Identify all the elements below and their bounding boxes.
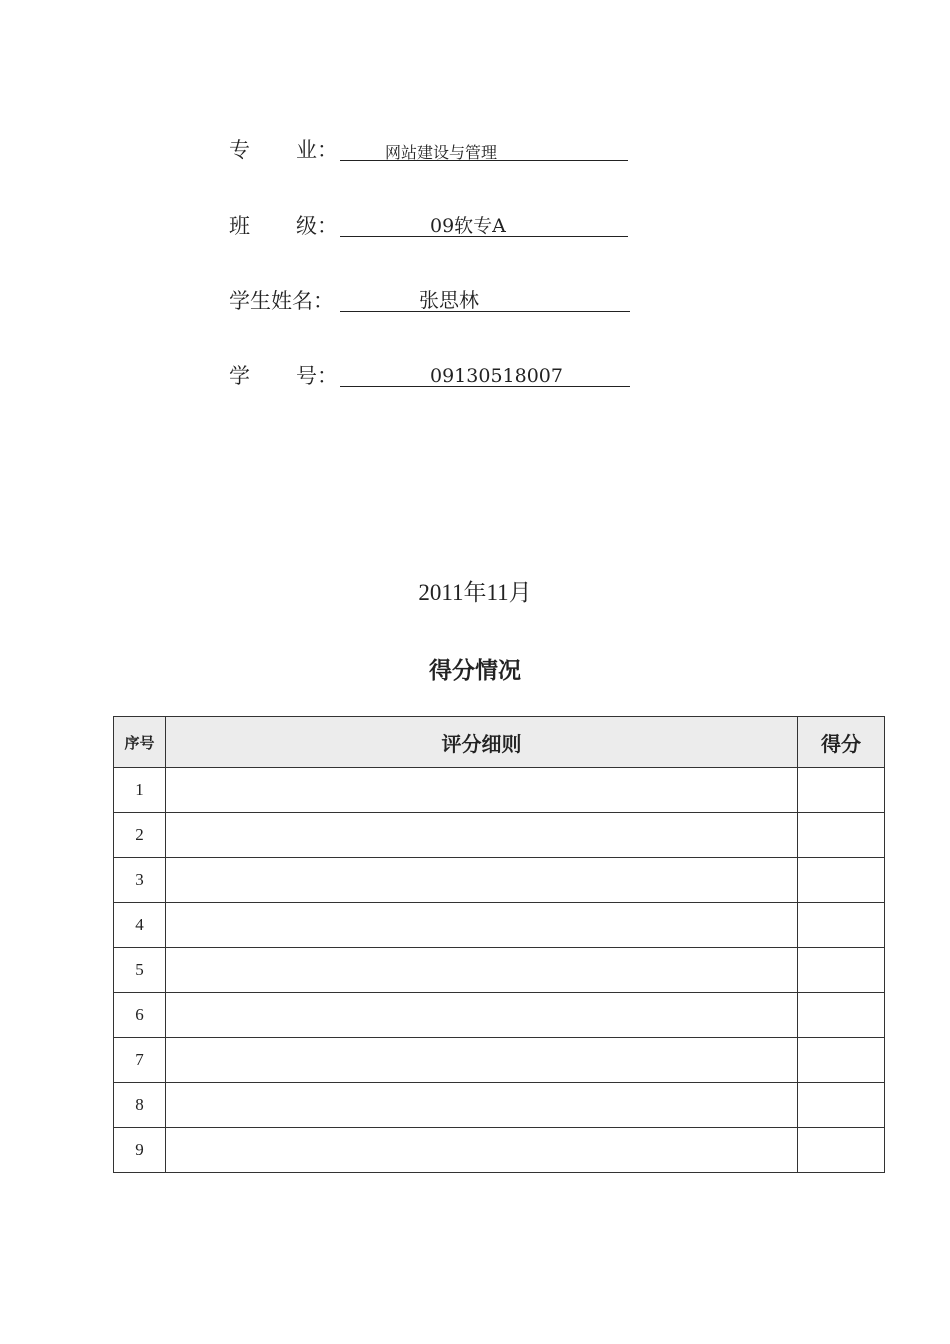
table-row — [114, 768, 885, 813]
row-index-cell: 9 — [114, 1128, 166, 1173]
major-value: 网站建设与管理 — [385, 143, 498, 162]
row-index-cell: 6 — [114, 993, 166, 1038]
major-label-right: 业： — [296, 138, 338, 162]
student-number-field — [0, 362, 950, 402]
row-score-cell[interactable] — [798, 948, 885, 993]
table-row — [114, 1038, 885, 1083]
row-rule-cell[interactable] — [166, 768, 798, 813]
table-row — [114, 903, 885, 948]
student-number-label-right: 号： — [296, 364, 338, 388]
row-rule-cell[interactable] — [166, 993, 798, 1038]
student-number-value: 09130518007 — [430, 365, 563, 387]
student-name-label: 学生姓名： — [229, 289, 334, 313]
row-rule-cell[interactable] — [166, 858, 798, 903]
row-index-cell: 5 — [114, 948, 166, 993]
row-rule-cell[interactable] — [166, 813, 798, 858]
row-score-cell[interactable] — [798, 1128, 885, 1173]
class-field — [0, 212, 950, 252]
class-label-left: 班 — [229, 214, 250, 238]
header-index: 序号 — [114, 717, 166, 768]
score-section-title: 得分情况 — [429, 658, 521, 684]
table-row — [114, 948, 885, 993]
header-rule: 评分细则 — [166, 717, 798, 768]
header-score: 得分 — [798, 717, 885, 768]
row-score-cell[interactable] — [798, 1083, 885, 1128]
table-row — [114, 1128, 885, 1173]
major-field — [0, 136, 950, 176]
row-rule-cell[interactable] — [166, 1038, 798, 1083]
student-name-field — [0, 287, 950, 327]
row-rule-cell[interactable] — [166, 1083, 798, 1128]
row-score-cell[interactable] — [798, 813, 885, 858]
row-rule-cell[interactable] — [166, 1128, 798, 1173]
class-label-right: 级： — [296, 214, 338, 238]
row-score-cell[interactable] — [798, 858, 885, 903]
row-score-cell[interactable] — [798, 993, 885, 1038]
table-row — [114, 813, 885, 858]
row-index-cell: 1 — [114, 768, 166, 813]
row-rule-cell[interactable] — [166, 948, 798, 993]
row-index-cell: 2 — [114, 813, 166, 858]
row-score-cell[interactable] — [798, 903, 885, 948]
major-label-left: 专 — [229, 138, 250, 162]
score-table-header-row — [114, 717, 885, 768]
row-rule-cell[interactable] — [166, 903, 798, 948]
table-row — [114, 858, 885, 903]
row-index-cell: 8 — [114, 1083, 166, 1128]
score-table — [113, 716, 885, 1173]
table-row — [114, 993, 885, 1038]
row-index-cell: 3 — [114, 858, 166, 903]
student-number-label-left: 学 — [229, 364, 250, 388]
class-value: 09软专A — [430, 215, 506, 237]
table-row — [114, 1083, 885, 1128]
report-date: 2011年11月 — [418, 580, 532, 605]
student-name-value: 张思林 — [419, 288, 479, 312]
row-index-cell: 4 — [114, 903, 166, 948]
row-index-cell: 7 — [114, 1038, 166, 1083]
row-score-cell[interactable] — [798, 768, 885, 813]
student-name-underline — [340, 287, 630, 312]
row-score-cell[interactable] — [798, 1038, 885, 1083]
